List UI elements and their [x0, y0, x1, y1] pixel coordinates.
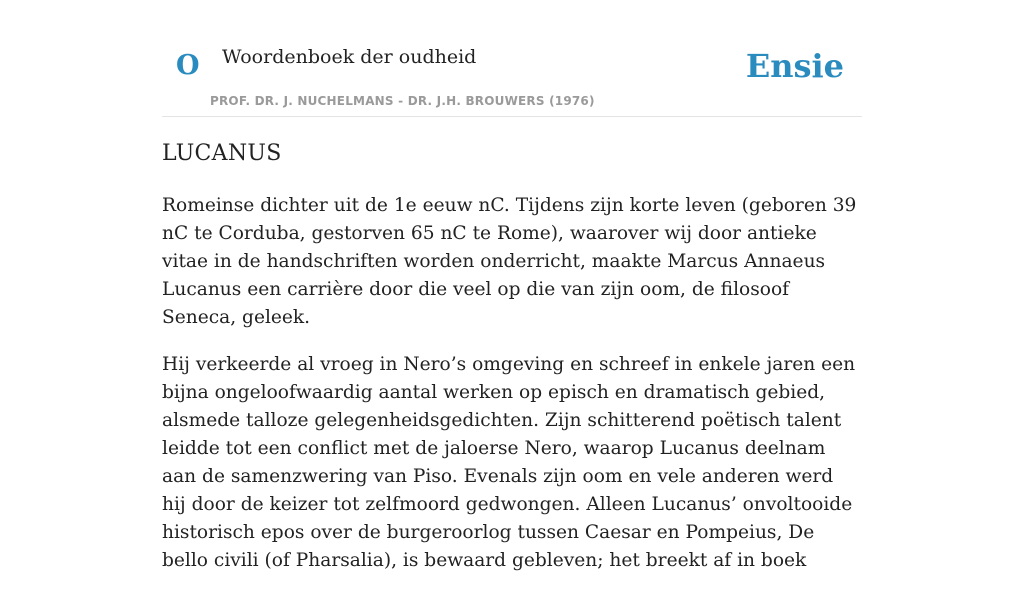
entry-article [162, 192, 862, 594]
article-paragraph: Hij verkeerde al vroeg in Nero’s omgeving en schreef in enkele jaren een bijna ongeloofwaardig aantal werken op episch en dramatisch gebied, alsmede talloze gelegenheidsgedichten. Zijn schitterend poëtisch talent leidde tot een conflict met de jaloerse Nero, waarop Lucanus deelnam aan de samenzwering van Piso. Evenals zijn oom en vele anderen werd hij door de keizer tot zelfmoord gedwongen. Alleen Lucanus’ onvoltooide historisch epos over de burgeroorlog tussen Caesar en Pompeius, De bello civili (of Pharsalia), is bewaard gebleven; het breekt af in boek [162, 354, 856, 571]
article-paragraph: Romeinse dichter uit de 1e eeuw nC. Tijdens zijn korte leven (geboren 39 nC te Corduba, gestorven 65 nC te Rome), waarover wij door antieke vitae in de handschriften worden onderricht, maakte Marcus Annaeus Lucanus een carrière door die veel op die van zijn oom, de filosoof Seneca, geleek. [162, 195, 857, 328]
entry-title: LUCANUS [162, 141, 282, 166]
index-letter[interactable]: O [176, 50, 200, 81]
page-container [162, 0, 862, 571]
ensie-logo-link[interactable]: Ensie [745, 47, 844, 85]
book-authors: PROF. DR. J. NUCHELMANS - DR. J.H. BROUWERS (1976) [210, 94, 595, 108]
page-header [162, 0, 862, 117]
book-title[interactable]: Woordenboek der oudheid [222, 46, 477, 68]
